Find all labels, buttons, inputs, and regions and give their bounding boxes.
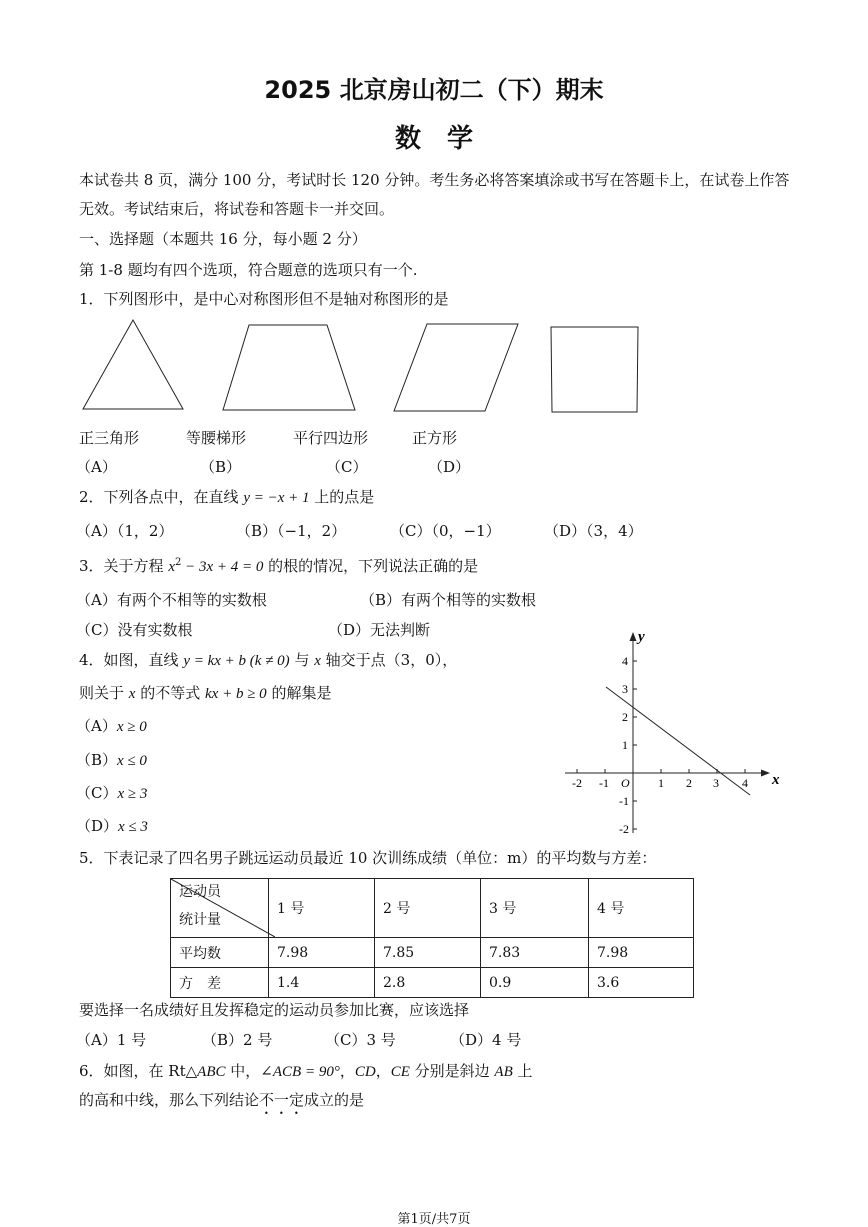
y-tick: 3 [622, 682, 628, 696]
q1-choice-b[interactable]: （B） [200, 458, 242, 476]
x-tick: 3 [713, 776, 719, 790]
shape-label-square: 正方形 [412, 429, 458, 447]
q1-shapes [75, 315, 655, 425]
page-title: 2025 北京房山初二（下）期末 [264, 76, 604, 104]
emphasis-text: 不一定 [259, 1091, 305, 1109]
table-cell: 2.8 [375, 968, 481, 998]
y-tick: -1 [619, 794, 629, 808]
intro-line-2: 无效。考试结束后，将试卷和答题卡一并交回。 [79, 200, 395, 218]
shape-label-parallelogram: 平行四边形 [293, 429, 369, 447]
table-row [171, 938, 694, 968]
origin-label: O [621, 776, 630, 790]
q4-choice-c[interactable]: （C）x ≥ 3 [76, 784, 148, 802]
shape-label-trapezoid: 等腰梯形 [186, 429, 247, 447]
q5-choice-c[interactable]: （C）3 号 [325, 1031, 396, 1049]
q6-stem-1: 6．如图，在 Rt△ABC 中，∠ACB = 90°，CD，CE 分别是斜边 AB 上 [79, 1062, 533, 1080]
q2-formula: y = −x + 1 [243, 490, 310, 506]
table-corner-cell [171, 879, 269, 938]
parallelogram-shape [394, 324, 518, 411]
row-label: 方 差 [171, 968, 269, 998]
q5-choice-d[interactable]: （D）4 号 [450, 1031, 522, 1049]
section-note: 第 1-8 题均有四个选项，符合题意的选项只有一个. [79, 261, 418, 279]
q4-choice-a[interactable]: （A）x ≥ 0 [76, 717, 147, 735]
x-tick: -1 [599, 776, 609, 790]
x-tick: 1 [658, 776, 664, 790]
q3-choice-c[interactable]: （C）没有实数根 [76, 621, 193, 639]
q4-stem-2: 则关于 x 的不等式 kx + b ≥ 0 的解集是 [79, 684, 332, 702]
q5-score-table [170, 878, 694, 998]
table-cell: 7.98 [269, 938, 375, 968]
section-heading: 一、选择题（本题共 16 分，每小题 2 分） [79, 230, 367, 248]
y-tick: 4 [622, 654, 628, 668]
table-header: 4 号 [589, 879, 694, 938]
table-header: 3 号 [481, 879, 589, 938]
q2-stem: 2．下列各点中，在直线 y = −x + 1 上的点是 [79, 488, 375, 506]
x-tick: 4 [742, 776, 748, 790]
table-cell: 1.4 [269, 968, 375, 998]
intro-line-1: 本试卷共 8 页，满分 100 分，考试时长 120 分钟。考生务必将答案填涂或书写在答题卡上，在试卷上作答 [79, 171, 790, 189]
table-header: 1 号 [269, 879, 375, 938]
q5-choice-a[interactable]: （A）1 号 [76, 1031, 147, 1049]
isosceles-trapezoid-shape [223, 325, 355, 410]
y-axis-arrow [630, 632, 637, 641]
q6-stem-2: 的高和中线，那么下列结论不一定成立的是 [79, 1091, 365, 1109]
q3-choice-d[interactable]: （D）无法判断 [328, 621, 431, 639]
q1-choice-d[interactable]: （D） [428, 458, 471, 476]
table-cell: 3.6 [589, 968, 694, 998]
q1-choice-a[interactable]: （A） [76, 458, 117, 476]
q2-choice-d[interactable]: （D）（3，4） [544, 522, 643, 540]
q4-choice-b[interactable]: （B）x ≤ 0 [76, 751, 147, 769]
q3-stem: 3．关于方程 $x^2 - 3x + 4 = 0$ 的根的情况，下列说法正确的是 [79, 557, 479, 575]
q2-choice-a[interactable]: （A）（1，2） [76, 522, 174, 540]
q1-stem: 1．下列图形中，是中心对称图形但不是轴对称图形的是 [79, 290, 449, 308]
x-axis-arrow [761, 770, 770, 777]
table-cell: 7.83 [481, 938, 589, 968]
table-header: 2 号 [375, 879, 481, 938]
q3-choice-a[interactable]: （A）有两个不相等的实数根 [76, 591, 267, 609]
x-tick: -2 [572, 776, 582, 790]
q5-question: 要选择一名成绩好且发挥稳定的运动员参加比赛，应该选择 [79, 1001, 470, 1019]
table-cell: 7.98 [589, 938, 694, 968]
q3-choice-b[interactable]: （B）有两个相等的实数根 [360, 591, 537, 609]
y-tick: 1 [622, 738, 628, 752]
q2-choice-b[interactable]: （B）（−1，2） [236, 522, 347, 540]
table-row [171, 968, 694, 998]
y-tick: -2 [619, 822, 629, 836]
q5-stem: 5．下表记录了四名男子跳远运动员最近 10 次训练成绩（单位：m）的平均数与方差： [79, 849, 657, 867]
shape-label-triangle: 正三角形 [79, 429, 140, 447]
page-footer: 第1页/共7页 [397, 1212, 471, 1227]
table-cell: 7.85 [375, 938, 481, 968]
equilateral-triangle-shape [83, 320, 183, 409]
q4-stem-1: 4．如图，直线 y = kx + b (k ≠ 0) 与 x 轴交于点（3，0）， [79, 651, 458, 669]
q5-choice-b[interactable]: （B）2 号 [202, 1031, 273, 1049]
table-cell: 0.9 [481, 968, 589, 998]
x-tick: 2 [686, 776, 692, 790]
x-axis-label: x [772, 772, 780, 788]
table-corner-bottom: 统计量 [179, 912, 221, 928]
q1-choice-c[interactable]: （C） [326, 458, 368, 476]
q4-choice-d[interactable]: （D）x ≤ 3 [76, 817, 148, 835]
row-label: 平均数 [171, 938, 269, 968]
table-corner-top: 运动员 [179, 884, 221, 900]
subject-title: 数 学 [394, 124, 473, 154]
y-tick: 2 [622, 710, 628, 724]
q4-coordinate-graph [560, 625, 790, 840]
q2-choice-c[interactable]: （C）（0，−1） [390, 522, 501, 540]
y-axis-label: y [638, 629, 645, 645]
square-shape [551, 327, 638, 412]
